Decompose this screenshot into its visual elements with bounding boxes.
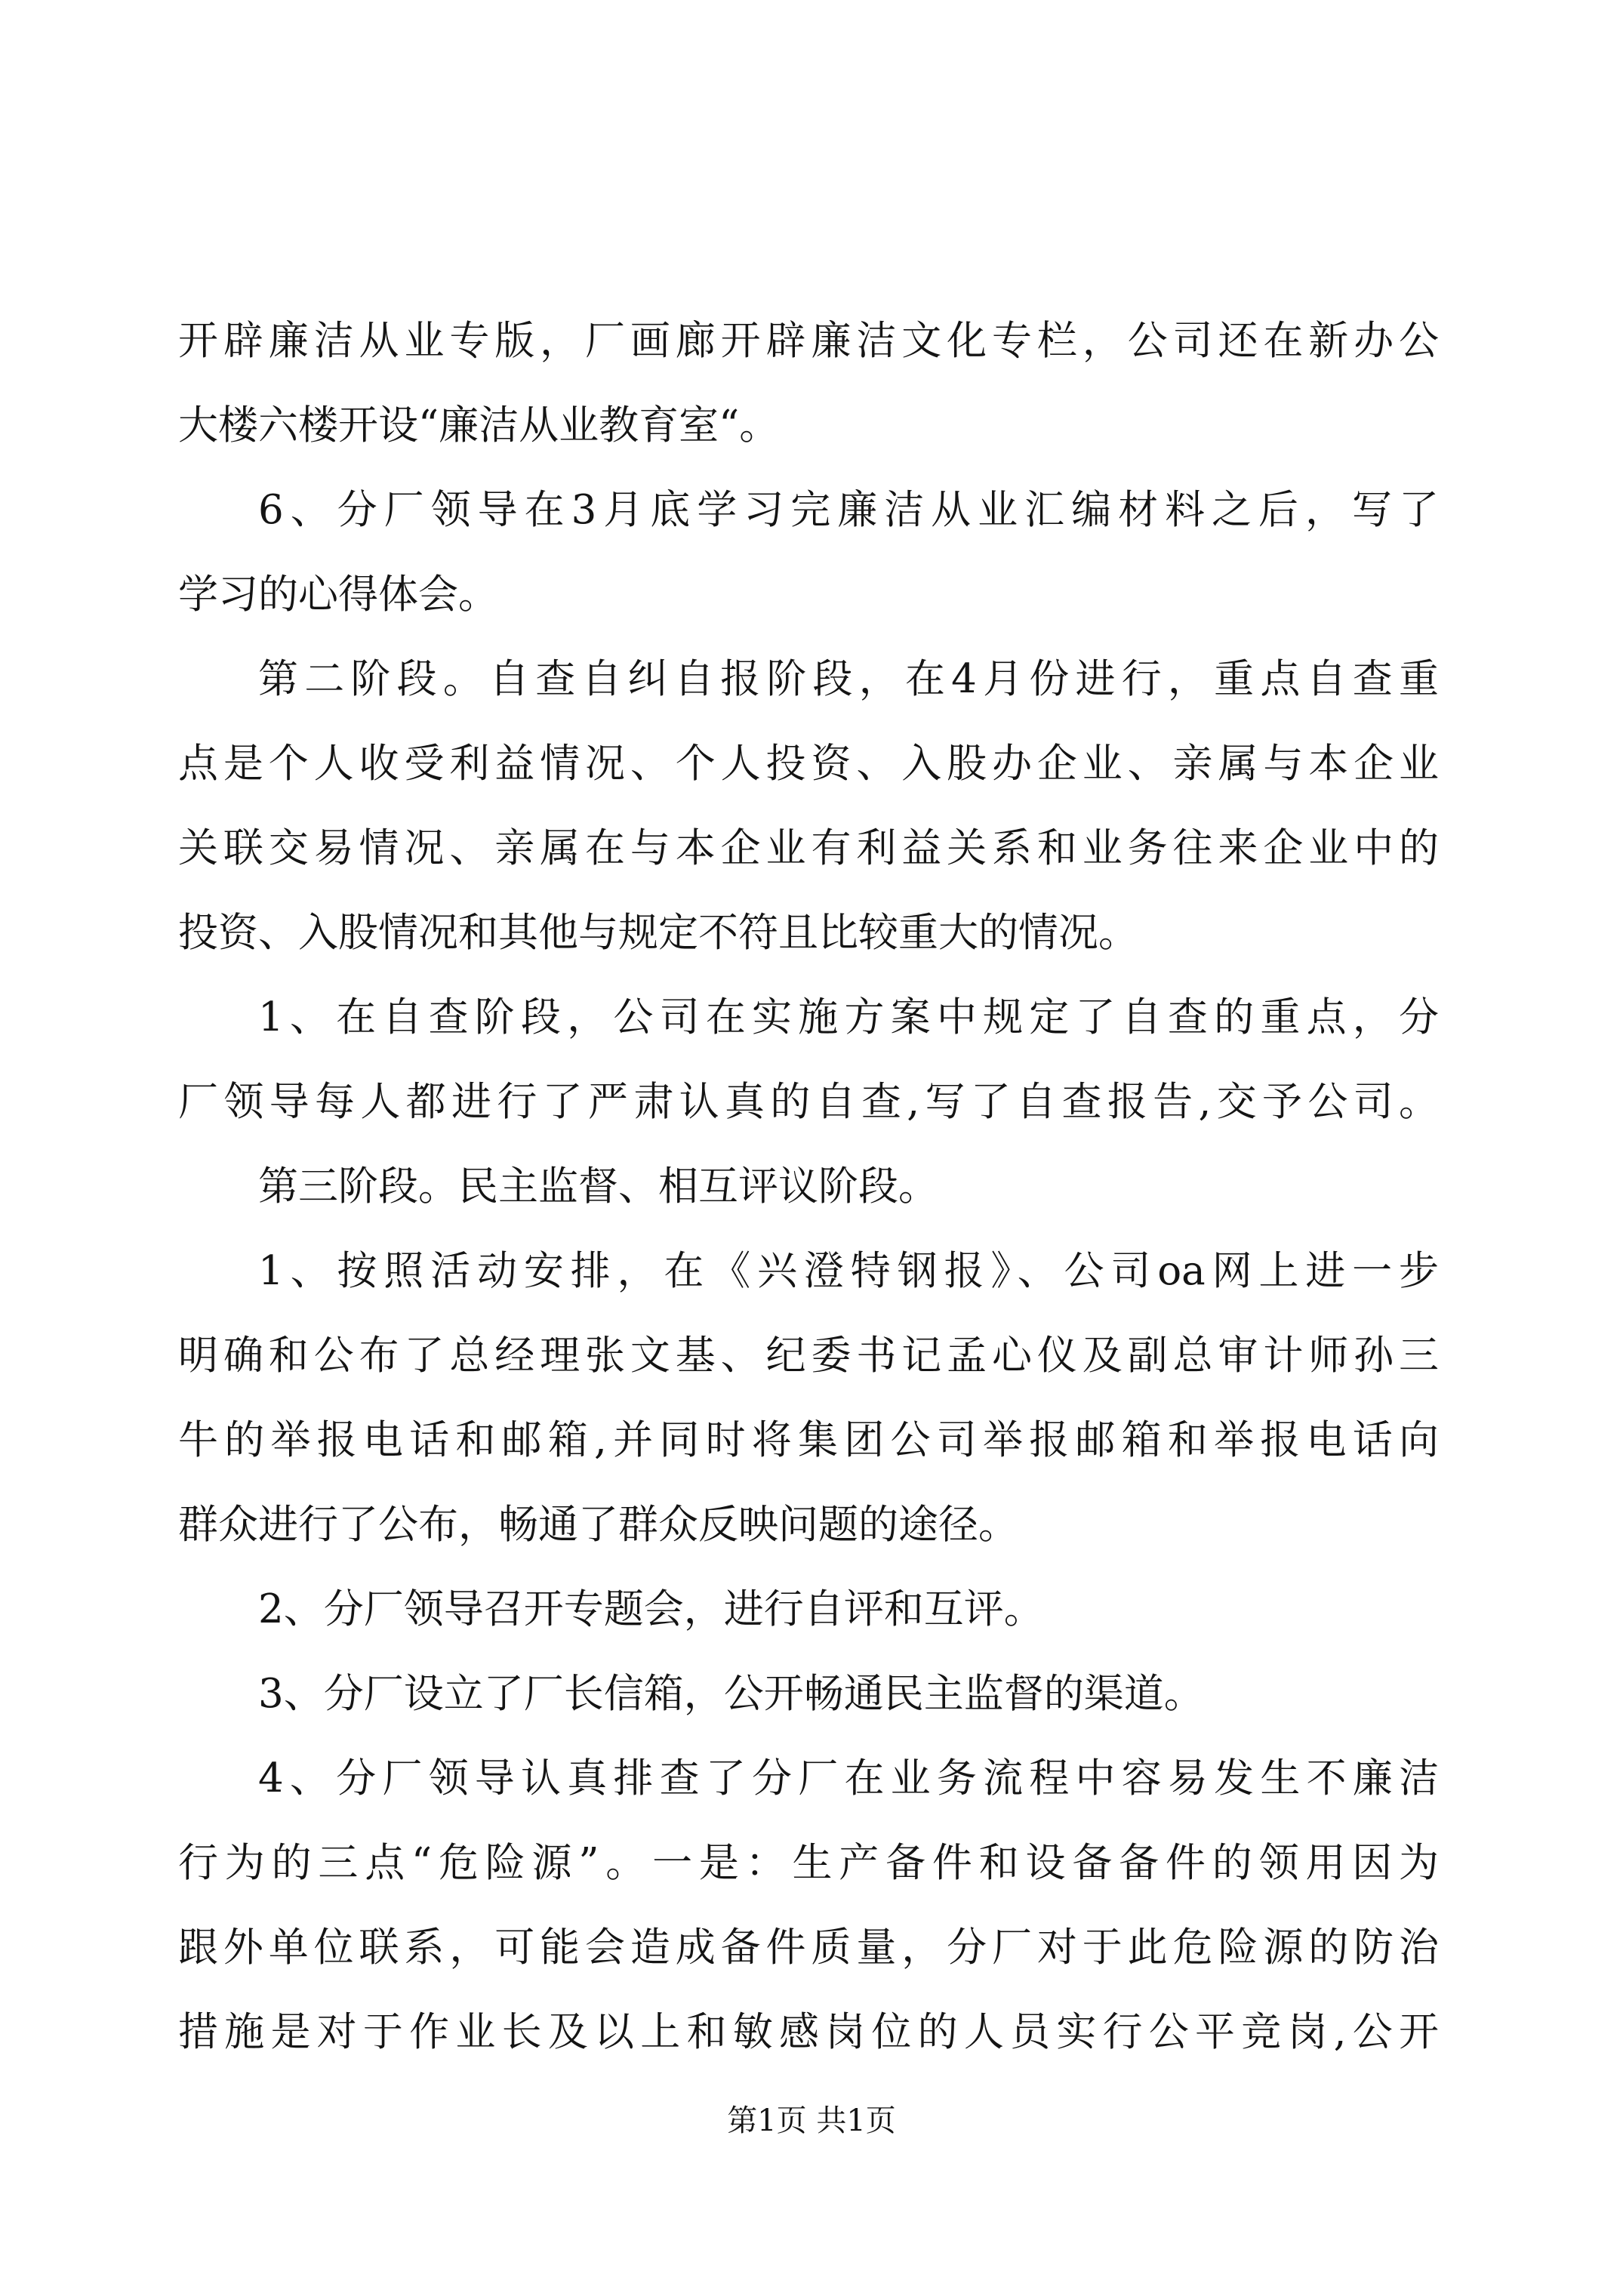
text-line: 行为的三点“危险源”。一是：生产备件和设备备件的领用因为 [178,1840,1439,1886]
text-line: 牛的举报电话和邮箱,并同时将集团公司举报邮箱和举报电话向 [178,1417,1439,1463]
text-line: 3、分厂设立了厂长信箱，公开畅通民主监督的渠道。 [258,1671,1204,1717]
text-line: 大楼六楼开设“廉洁从业教育室“。 [178,402,780,448]
text-line: 6、分厂领导在3月底学习完廉洁从业汇编材料之后，写了 [258,487,1439,533]
text-line: 1、按照活动安排，在《兴澄特钢报》、公司oa网上进一步 [258,1248,1439,1294]
text-line: 第二阶段。自查自纠自报阶段，在4月份进行，重点自查重 [258,656,1439,702]
text-line: 群众进行了公布，畅通了群众反映问题的途径。 [178,1502,1018,1548]
text-line: 措施是对于作业长及以上和敏感岗位的人员实行公平竞岗,公开 [178,2009,1439,2055]
text-line: 学习的心得体会。 [178,572,498,618]
text-line: 点是个人收受利益情况、个人投资、入股办企业、亲属与本企业 [178,741,1439,787]
text-line: 1、在自查阶段，公司在实施方案中规定了自查的重点，分 [258,994,1439,1040]
text-line: 开辟廉洁从业专版，厂画廊开辟廉洁文化专栏，公司还在新办公 [178,318,1439,364]
document-body [178,304,1439,2079]
page-footer [0,2102,1623,2140]
text-line: 跟外单位联系，可能会造成备件质量，分厂对于此危险源的防治 [178,1925,1439,1971]
text-line: 关联交易情况、亲属在与本企业有利益关系和业务往来企业中的 [178,825,1439,871]
text-line: 厂领导每人都进行了严肃认真的自查,写了自查报告,交予公司。 [178,1079,1439,1125]
text-line: 第三阶段。民主监督、相互评议阶段。 [258,1163,938,1210]
page-number-label: 第1页 共1页 [727,2103,896,2138]
text-line: 2、分厂领导召开专题会，进行自评和互评。 [258,1586,1044,1632]
text-line: 明确和公布了总经理张文基、纪委书记孟心仪及副总审计师孙三 [178,1333,1439,1379]
text-line: 投资、入股情况和其他与规定不符且比较重大的情况。 [178,910,1138,956]
text-line: 4、分厂领导认真排查了分厂在业务流程中容易发生不廉洁 [258,1755,1439,1801]
